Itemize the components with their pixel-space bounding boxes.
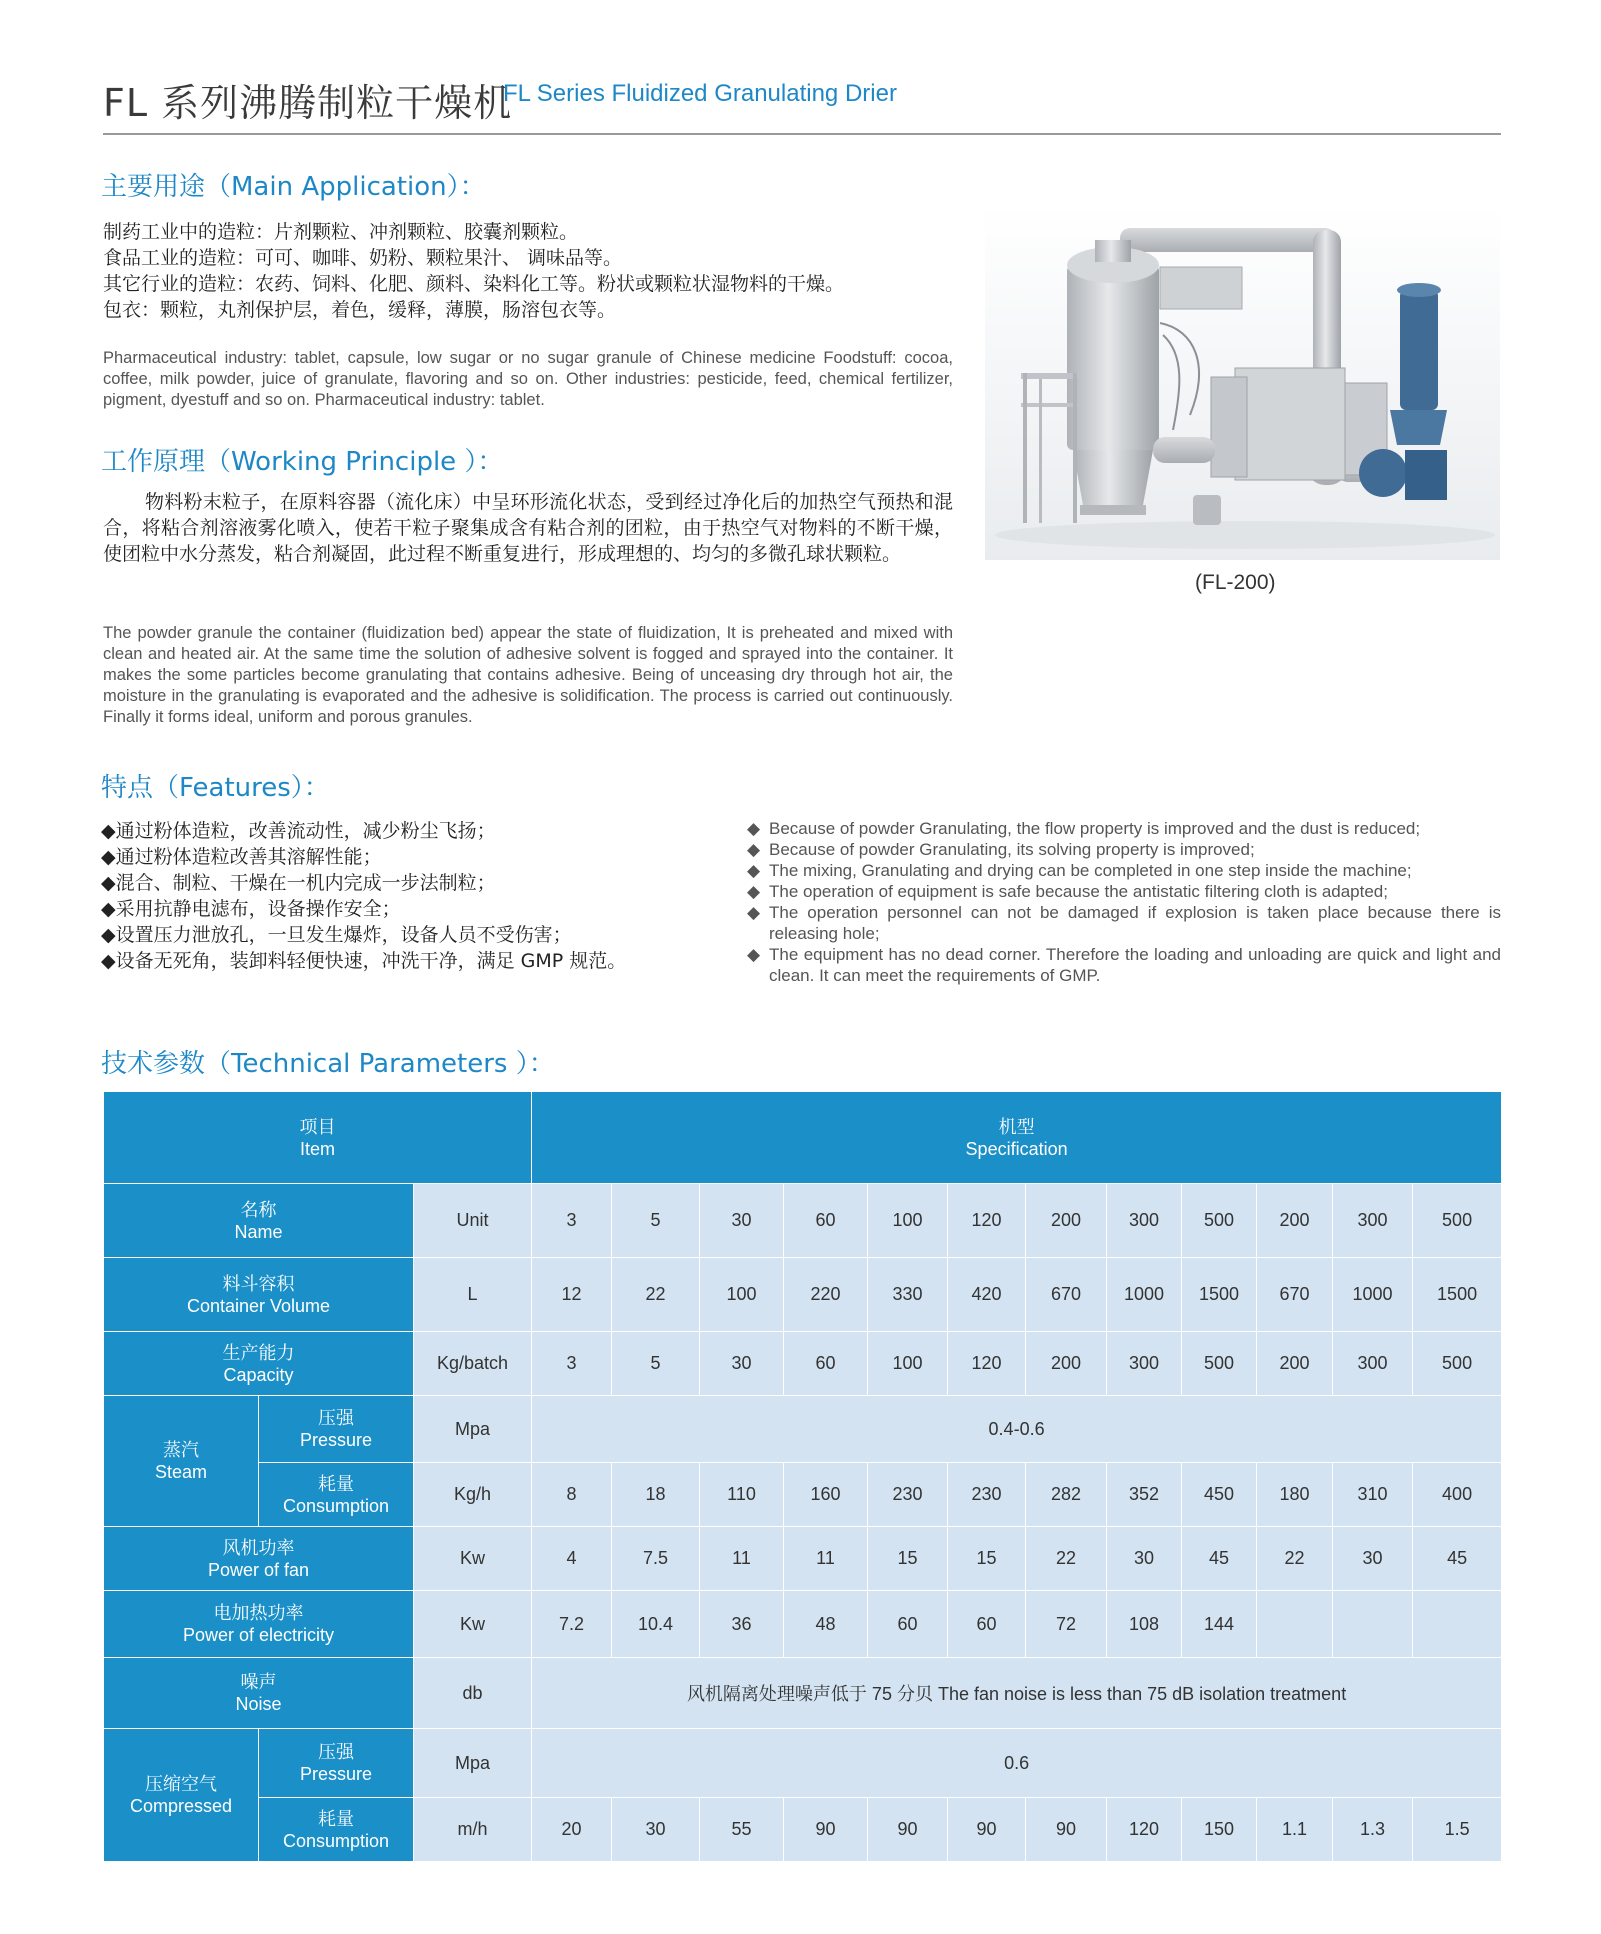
value-cell: 670 <box>1257 1258 1333 1332</box>
value-cell: 7.2 <box>532 1591 612 1658</box>
value-cell: 30 <box>612 1798 700 1862</box>
feature-en-item: ◆ Because of powder Granulating, the flow property is improved and the dust is reduced; <box>747 819 1421 838</box>
value-cell: 90 <box>868 1798 948 1862</box>
page-title-en: FL Series Fluidized Granulating Drier <box>503 80 897 107</box>
unit-cell: Unit <box>414 1184 532 1258</box>
working-principle-cn: 物料粉末粒子，在原料容器（流化床）中呈环形流化状态，受到经过净化后的加热空气预热和混合，将粘合剂溶液雾化喷入，使若干粒子聚集成含有粘合剂的团粒，由于热空气对物料的不断干燥，使团粒中水分蒸发，粘合剂凝固，此过程不断重复进行，形成理想的、均匀的多微孔球状颗粒。 <box>103 491 953 565</box>
group-label-steam: 蒸汽 Steam <box>104 1396 259 1527</box>
value-cell <box>1413 1591 1502 1658</box>
unit-cell: L <box>414 1258 532 1332</box>
value-cell: 200 <box>1257 1184 1333 1258</box>
main-application-heading: 主要用途（Main Application）： <box>101 172 486 202</box>
feature-en-item: ◆ The operation personnel can not be damaged if explosion is taken place because there is releasing hole; <box>747 903 1501 943</box>
feature-cn-item: ◆通过粉体造粒改善其溶解性能； <box>101 846 382 868</box>
unit-cell: Kw <box>414 1527 532 1591</box>
value-cell: 200 <box>1257 1332 1333 1396</box>
diamond-bullet-icon: ◆ <box>747 945 761 964</box>
value-cell: 120 <box>948 1184 1026 1258</box>
value-cell: 180 <box>1257 1463 1333 1527</box>
value-cell: 90 <box>784 1798 868 1862</box>
value-cell: 330 <box>868 1258 948 1332</box>
value-cell: 72 <box>1026 1591 1107 1658</box>
value-cell: 1500 <box>1413 1258 1502 1332</box>
value-cell: 1000 <box>1107 1258 1182 1332</box>
working-principle-heading: 工作原理（Working Principle ）： <box>101 447 504 477</box>
unit-cell: Mpa <box>414 1729 532 1798</box>
table-row <box>104 1396 1502 1463</box>
value-cell: 200 <box>1026 1184 1107 1258</box>
product-image <box>985 205 1500 560</box>
value-cell: 11 <box>700 1527 784 1591</box>
table-row <box>104 1258 1502 1332</box>
value-cell: 30 <box>1333 1527 1413 1591</box>
value-cell: 670 <box>1026 1258 1107 1332</box>
value-cell: 5 <box>612 1332 700 1396</box>
value-cell: 30 <box>700 1184 784 1258</box>
value-cell: 4 <box>532 1527 612 1591</box>
value-cell: 400 <box>1413 1463 1502 1527</box>
features-heading: 特点（Features）： <box>101 773 330 803</box>
diamond-bullet-icon: ◆ <box>747 840 761 859</box>
table-header-row <box>104 1092 1502 1184</box>
value-cell: 11 <box>784 1527 868 1591</box>
value-cell: 30 <box>1107 1527 1182 1591</box>
row-label: 耗量 Consumption <box>259 1798 414 1862</box>
feature-en-item: ◆ The mixing, Granulating and drying can be completed in one step inside the machine; <box>747 861 1412 880</box>
main-application-cn <box>103 219 963 323</box>
value-cell: 200 <box>1026 1332 1107 1396</box>
main-application-cn-line: 制药工业中的造粒：片剂颗粒、冲剂颗粒、胶囊剂颗粒。 <box>103 221 579 243</box>
table-row <box>104 1527 1502 1591</box>
value-cell: 100 <box>700 1258 784 1332</box>
value-cell: 18 <box>612 1463 700 1527</box>
value-cell <box>1333 1591 1413 1658</box>
value-cell: 1000 <box>1333 1258 1413 1332</box>
merged-value-cell: 0.4-0.6 <box>532 1396 1502 1463</box>
diamond-bullet-icon: ◆ <box>747 903 761 922</box>
value-cell: 450 <box>1182 1463 1257 1527</box>
table-row <box>104 1658 1502 1729</box>
value-cell: 8 <box>532 1463 612 1527</box>
value-cell: 15 <box>948 1527 1026 1591</box>
row-label: 压强 Pressure <box>259 1396 414 1463</box>
value-cell: 120 <box>1107 1798 1182 1862</box>
value-cell: 22 <box>612 1258 700 1332</box>
fluidized-granulating-drier-illustration <box>985 205 1500 560</box>
value-cell: 55 <box>700 1798 784 1862</box>
value-cell: 12 <box>532 1258 612 1332</box>
value-cell: 7.5 <box>612 1527 700 1591</box>
value-cell: 100 <box>868 1332 948 1396</box>
diamond-bullet-icon: ◆ <box>747 819 761 838</box>
value-cell: 300 <box>1107 1332 1182 1396</box>
feature-cn-item: ◆通过粉体造粒，改善流动性，减少粉尘飞扬； <box>101 820 496 842</box>
value-cell: 144 <box>1182 1591 1257 1658</box>
feature-en-item: ◆ Because of powder Granulating, its solving property is improved; <box>747 840 1255 859</box>
feature-en-item: ◆ The operation of equipment is safe because the antistatic filtering cloth is adapted; <box>747 882 1388 901</box>
value-cell: 108 <box>1107 1591 1182 1658</box>
value-cell: 36 <box>700 1591 784 1658</box>
value-cell: 500 <box>1413 1332 1502 1396</box>
value-cell: 352 <box>1107 1463 1182 1527</box>
value-cell: 230 <box>948 1463 1026 1527</box>
row-label: 电加热功率 Power of electricity <box>104 1591 414 1658</box>
value-cell: 90 <box>1026 1798 1107 1862</box>
feature-en-item: ◆ The equipment has no dead corner. Therefore the loading and unloading are quick and light and clean. It can meet the requirements of GMP. <box>747 945 1501 985</box>
technical-parameters-heading: 技术参数（Technical Parameters ）： <box>101 1049 555 1079</box>
value-cell: 20 <box>532 1798 612 1862</box>
value-cell: 230 <box>868 1463 948 1527</box>
header-spec-cell: 机型 Specification <box>532 1092 1502 1184</box>
value-cell: 45 <box>1413 1527 1502 1591</box>
value-cell: 282 <box>1026 1463 1107 1527</box>
table-row <box>104 1729 1502 1798</box>
merged-value-cell: 0.6 <box>532 1729 1502 1798</box>
feature-cn-item: ◆采用抗静电滤布，设备操作安全； <box>101 898 401 920</box>
value-cell <box>1257 1591 1333 1658</box>
row-label: 名称 Name <box>104 1184 414 1258</box>
table-row <box>104 1463 1502 1527</box>
row-label: 耗量 Consumption <box>259 1463 414 1527</box>
value-cell: 500 <box>1182 1332 1257 1396</box>
value-cell: 120 <box>948 1332 1026 1396</box>
header-item-cell: 项目 Item <box>104 1092 532 1184</box>
feature-cn-item: ◆设置压力泄放孔，一旦发生爆炸，设备人员不受伤害； <box>101 924 572 946</box>
value-cell: 3 <box>532 1184 612 1258</box>
value-cell: 100 <box>868 1184 948 1258</box>
unit-cell: m/h <box>414 1798 532 1862</box>
value-cell: 90 <box>948 1798 1026 1862</box>
header-divider <box>103 133 1501 135</box>
value-cell: 45 <box>1182 1527 1257 1591</box>
page-title-cn: FL 系列沸腾制粒干燥机 <box>103 81 513 125</box>
feature-cn-item: ◆设备无死角，装卸料轻便快速，冲洗干净，满足 GMP 规范。 <box>101 950 627 972</box>
product-image-caption: (FL-200) <box>1195 571 1276 594</box>
table-row <box>104 1184 1502 1258</box>
value-cell: 420 <box>948 1258 1026 1332</box>
value-cell: 300 <box>1333 1332 1413 1396</box>
working-principle-en: The powder granule the container (fluidization bed) appear the state of fluidization, It is preheated and mixed with clean and heated air. At the same time the solution of adhesive solvent is fogged and sprayed into the container. It makes the some particles become granulating that contains adhesive. Being of unceasing dry through hot air, the moisture in the granulating is evaporated and the adhesive is solidification. The process is carried out continuously. Finally it forms ideal, uniform and porous granules. <box>103 624 953 726</box>
merged-value-cell: 风机隔离处理噪声低于 75 分贝 The fan noise is less than 75 dB isolation treatment <box>532 1658 1502 1729</box>
value-cell: 10.4 <box>612 1591 700 1658</box>
value-cell: 220 <box>784 1258 868 1332</box>
group-label-compressed-air: 压缩空气 Compressed <box>104 1729 259 1862</box>
value-cell: 110 <box>700 1463 784 1527</box>
value-cell: 60 <box>948 1591 1026 1658</box>
features-en-list <box>747 818 1501 986</box>
main-application-cn-line: 其它行业的造粒：农药、饲料、化肥、颜料、染料化工等。粉状或颗粒状湿物料的干燥。 <box>103 273 845 295</box>
unit-cell: Kg/h <box>414 1463 532 1527</box>
value-cell: 160 <box>784 1463 868 1527</box>
value-cell: 310 <box>1333 1463 1413 1527</box>
value-cell: 30 <box>700 1332 784 1396</box>
value-cell: 60 <box>784 1184 868 1258</box>
value-cell: 1.1 <box>1257 1798 1333 1862</box>
unit-cell: db <box>414 1658 532 1729</box>
value-cell: 500 <box>1182 1184 1257 1258</box>
value-cell: 22 <box>1026 1527 1107 1591</box>
value-cell: 1.3 <box>1333 1798 1413 1862</box>
technical-parameters-table <box>103 1091 1502 1862</box>
row-label: 噪声 Noise <box>104 1658 414 1729</box>
value-cell: 5 <box>612 1184 700 1258</box>
value-cell: 22 <box>1257 1527 1333 1591</box>
value-cell: 1500 <box>1182 1258 1257 1332</box>
table-row <box>104 1332 1502 1396</box>
value-cell: 300 <box>1333 1184 1413 1258</box>
main-application-en: Pharmaceutical industry: tablet, capsule, low sugar or no sugar granule of Chinese medicine Foodstuff: cocoa, coffee, milk powder, juice of granulate, flavoring and so on. Other industries: pesticide, feed, chemical fertilizer, pigment, dyestuff and so on. Pharmaceutical industry: tablet. <box>103 349 953 409</box>
row-label: 生产能力 Capacity <box>104 1332 414 1396</box>
row-label: 料斗容积 Container Volume <box>104 1258 414 1332</box>
value-cell: 15 <box>868 1527 948 1591</box>
diamond-bullet-icon: ◆ <box>747 861 761 880</box>
unit-cell: Mpa <box>414 1396 532 1463</box>
value-cell: 48 <box>784 1591 868 1658</box>
main-application-cn-line: 食品工业的造粒：可可、咖啡、奶粉、颗粒果汁、 调味品等。 <box>103 247 623 269</box>
value-cell: 60 <box>784 1332 868 1396</box>
main-application-cn-line: 包衣：颗粒，丸剂保护层，着色，缓释，薄膜，肠溶包衣等。 <box>103 299 617 321</box>
value-cell: 300 <box>1107 1184 1182 1258</box>
value-cell: 500 <box>1413 1184 1502 1258</box>
unit-cell: Kw <box>414 1591 532 1658</box>
value-cell: 150 <box>1182 1798 1257 1862</box>
table-row <box>104 1798 1502 1862</box>
table-row <box>104 1591 1502 1658</box>
value-cell: 60 <box>868 1591 948 1658</box>
features-cn-list <box>101 818 721 974</box>
row-label: 压强 Pressure <box>259 1729 414 1798</box>
value-cell: 1.5 <box>1413 1798 1502 1862</box>
row-label: 风机功率 Power of fan <box>104 1527 414 1591</box>
diamond-bullet-icon: ◆ <box>747 882 761 901</box>
feature-cn-item: ◆混合、制粒、干燥在一机内完成一步法制粒； <box>101 872 496 894</box>
value-cell: 3 <box>532 1332 612 1396</box>
unit-cell: Kg/batch <box>414 1332 532 1396</box>
